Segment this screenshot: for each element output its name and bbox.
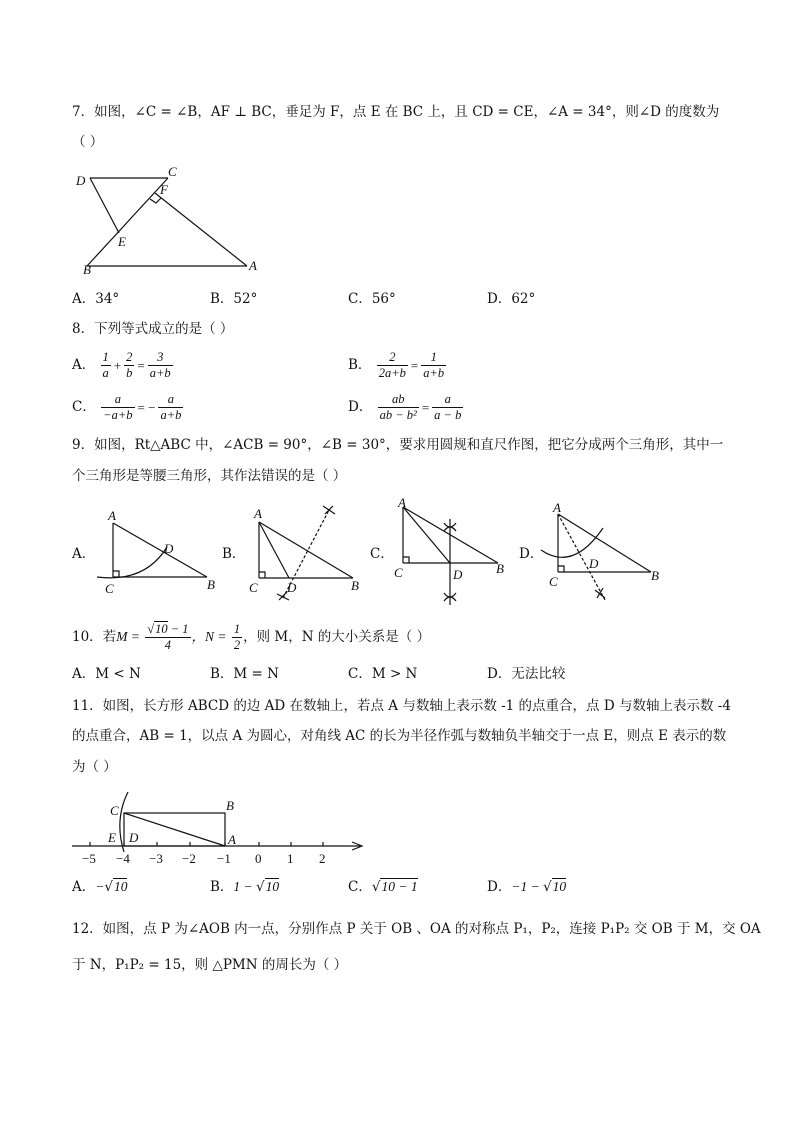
svg-text:−4: −4	[116, 851, 130, 866]
svg-text:D: D	[129, 830, 139, 845]
q8-option-a: A． $\frac{1}{a}$ + $\frac{2}{b}$ = $\frac{3}{a+b}$	[72, 350, 171, 380]
svg-text:B: B	[651, 568, 659, 583]
q7-option-d: D．62°	[487, 291, 536, 307]
q10-option-a: A．M < N	[72, 666, 141, 682]
q7-option-a: A．34°	[72, 291, 120, 307]
svg-text:1: 1	[287, 851, 294, 866]
svg-text:D: D	[589, 556, 599, 571]
q9-option-a-label: A．	[72, 546, 96, 562]
svg-text:B: B	[351, 578, 359, 593]
q8-b-frac2: $\frac{1}{a+b}$	[423, 350, 445, 380]
q10-option-b: B．M = N	[210, 666, 279, 682]
q8-a-frac1: $\frac{1}{a}$	[102, 350, 109, 380]
q8-a-label: A．	[72, 357, 96, 373]
q7-figure	[72, 165, 272, 275]
q10-m-fraction: $\frac{√10 - 1}{4}$	[147, 622, 189, 652]
q11-option-a: A．−√10	[72, 879, 128, 895]
q8-b-frac1: $\frac{2}{2a+b}$	[378, 350, 406, 380]
q8-option-c: C． $\frac{a}{-a+b}$ = − $\frac{a}{a+b}$	[72, 392, 182, 422]
q10-n-fraction: $\frac{1}{2}$	[233, 622, 241, 652]
svg-text:0: 0	[255, 851, 262, 866]
q9-stem-line1: 9．如图，Rt△ABC 中，∠ACB = 90°，∠B = 30°，要求用圆规和直尺作图，把它分成两个三角形，其中一	[72, 437, 724, 453]
svg-text:D: D	[287, 580, 297, 595]
svg-text:A: A	[553, 500, 561, 515]
svg-text:−5: −5	[82, 851, 96, 866]
svg-text:A: A	[254, 506, 262, 521]
q11-number-line-figure	[72, 790, 372, 870]
svg-text:D: D	[164, 541, 174, 556]
q8-b-label: B．	[348, 357, 372, 373]
q9-figure-a	[95, 505, 225, 600]
q8-a-frac3: $\frac{3}{a+b}$	[149, 350, 171, 380]
svg-text:2: 2	[319, 851, 326, 866]
svg-text:B: B	[226, 798, 234, 813]
svg-text:C: C	[110, 803, 119, 818]
q11-stem-line2: 的点重合，AB = 1，以点 A 为圆心，对角线 AC 的长为半径作弧与数轴负半轴交于一点 E，则点 E 表示的数	[72, 728, 727, 744]
svg-text:A: A	[398, 495, 406, 510]
q7-label-B: B	[83, 262, 91, 277]
q11-option-b: B．1 − √10	[210, 879, 280, 895]
q9-option-d-label: D．	[519, 546, 544, 562]
q10-option-c: C．M > N	[348, 666, 418, 682]
q11-stem-line1: 11．如图，长方形 ABCD 的边 AD 在数轴上，若点 A 与数轴上表示数 -1 的点重合，点 D 与数轴上表示数 -4	[72, 698, 731, 714]
q7-label-F: F	[160, 182, 168, 197]
q11-option-d: D．−1 − √10	[487, 879, 567, 895]
svg-text:C: C	[549, 574, 558, 589]
q9-option-c-label: C．	[370, 546, 394, 562]
q9-figure-b	[245, 500, 375, 600]
q9-figure-d	[543, 500, 673, 605]
q12-stem-line2: 于 N，P₁P₂ = 15，则 △PMN 的周长为（ ）	[72, 957, 348, 973]
svg-text:B: B	[496, 561, 504, 576]
q9-figure-c	[392, 495, 522, 610]
q7-option-c: C．56°	[348, 291, 396, 307]
svg-text:C: C	[394, 565, 403, 580]
q8-c-frac1: $\frac{a}{-a+b}$	[103, 392, 133, 422]
q8-option-b: B． $\frac{2}{2a+b}$ = $\frac{1}{a+b}$	[348, 350, 445, 380]
svg-text:A: A	[228, 832, 236, 847]
svg-text:C: C	[105, 581, 114, 596]
q8-stem: 8．下列等式成立的是（ ）	[72, 321, 234, 337]
svg-text:−3: −3	[149, 851, 163, 866]
q9-stem-line2: 个三角形是等腰三角形，其作法错误的是（ ）	[72, 468, 347, 484]
q8-d-frac2: $\frac{a}{a - b}$	[434, 392, 462, 422]
q8-c-label: C．	[72, 399, 96, 415]
q9-option-b-label: B．	[222, 546, 246, 562]
q12-stem-line1: 12．如图，点 P 为∠AOB 内一点，分别作点 P 关于 OB 、OA 的对称点 P₁，P₂，连接 P₁P₂ 交 OB 于 M，交 OA	[72, 921, 761, 937]
q8-a-frac2: $\frac{2}{b}$	[126, 350, 133, 380]
q11-stem-line3: 为（ ）	[72, 759, 117, 775]
q10-stem: 10．若M = $\frac{√10 - 1}{4}$ ，N = $\frac{1}{2}$ ，则 M，N 的大小关系是（ ）	[72, 622, 431, 652]
q8-c-frac2: $\frac{a}{a+b}$	[160, 392, 182, 422]
q11-option-c: C．√10 − 1	[348, 879, 418, 895]
svg-text:E: E	[108, 830, 116, 845]
q7-label-A: A	[249, 258, 257, 273]
svg-text:−2: −2	[182, 851, 196, 866]
q7-stem-line2: （ ）	[72, 134, 104, 150]
svg-text:D: D	[453, 567, 463, 582]
svg-text:−1: −1	[217, 851, 231, 866]
svg-text:A: A	[108, 508, 116, 523]
svg-text:B: B	[207, 577, 215, 592]
q7-label-D: D	[76, 173, 86, 188]
q8-option-d: D． $\frac{ab}{\text{ab − b²}}$ = $\frac{a}{a - b}$	[348, 392, 462, 422]
q8-d-frac1: $\frac{ab}{\text{ab − b²}}$	[379, 392, 417, 422]
svg-text:C: C	[249, 580, 258, 595]
q10-option-d: D．无法比较	[487, 666, 566, 682]
q8-d-label: D．	[348, 399, 373, 415]
q7-label-E: E	[118, 234, 126, 249]
q7-option-b: B．52°	[210, 291, 258, 307]
q7-stem-line1: 7．如图，∠C = ∠B，AF ⊥ BC，垂足为 F，点 E 在 BC 上，且 CD = CE，∠A = 34°，则∠D 的度数为	[72, 104, 720, 120]
q7-label-C: C	[168, 164, 177, 179]
